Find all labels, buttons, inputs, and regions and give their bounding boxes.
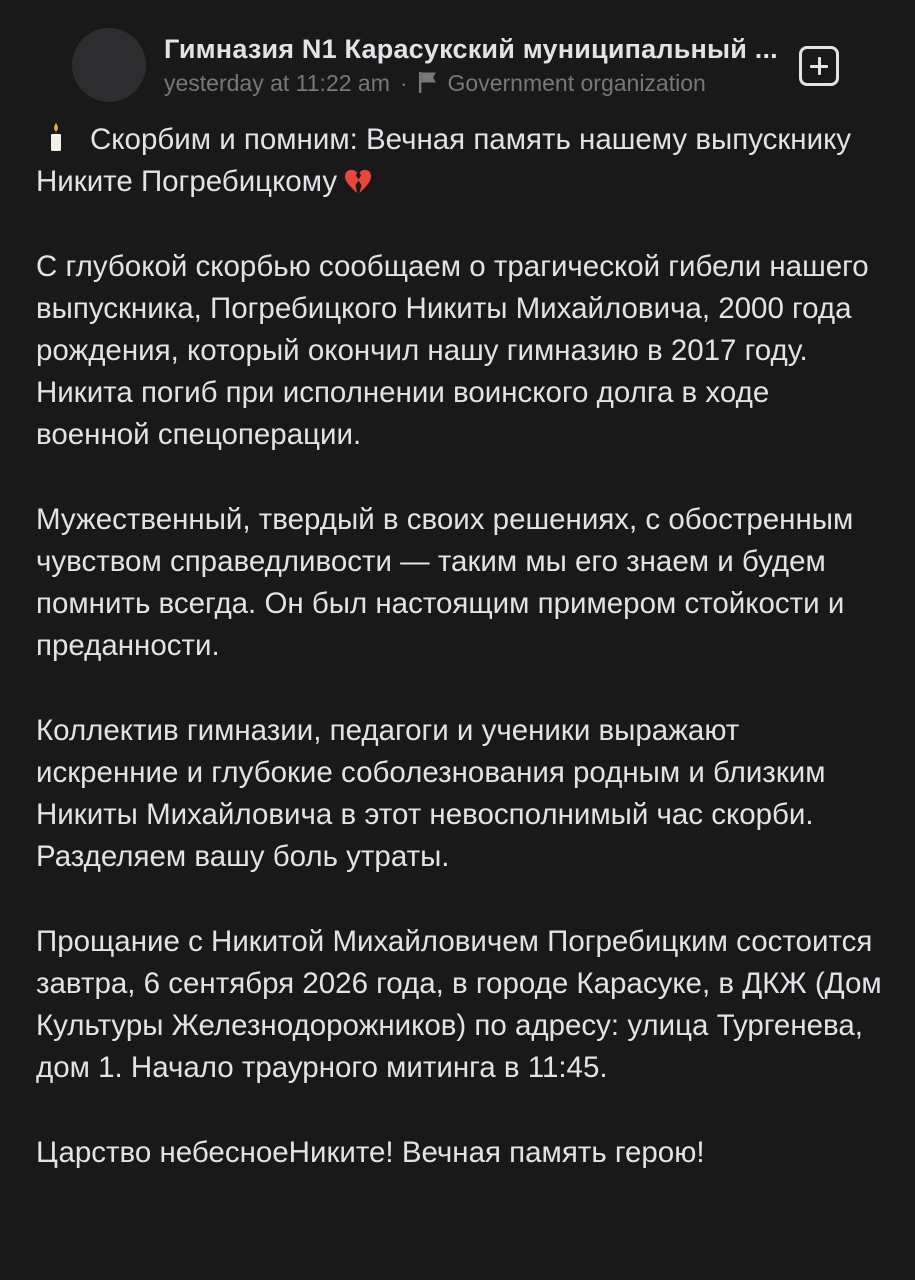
post-paragraph: С глубокой скорбью сообщаем о трагической гибели нашего выпускника, Погребицкого Никиты Михайловича, 2000 года рождения, который окончил нашу гимназию в 2017 году. Никита погиб при исполнении воинского долга в ходе военной спецоперации. [36, 249, 869, 452]
post-paragraph: Коллектив гимназии, педагоги и ученики выражают искренние и глубокие соболезнования родным и близким Никиты Михайловича в этот невосполнимый час скорби. Разделяем вашу боль утраты. [36, 713, 826, 874]
candle-icon [48, 122, 64, 152]
post-meta [164, 68, 854, 98]
post-paragraph: Царство небесноеНиките! Вечная память герою! [36, 1135, 705, 1169]
flag-icon [418, 71, 438, 93]
avatar[interactable] [72, 28, 146, 102]
post-title: Скорбим и помним: Вечная память нашему выпускнику Никите Погребицкому [36, 123, 852, 199]
meta-separator: · [399, 70, 408, 96]
post-timestamp[interactable]: yesterday at 11:22 am [164, 70, 390, 96]
broken-heart-icon [343, 168, 373, 196]
post-header-text [164, 32, 854, 98]
add-button[interactable] [799, 46, 839, 86]
post-paragraph: Прощание с Никитой Михайловичем Погребицким состоится завтра, 6 сентября 2026 года, в городе Карасуке, в ДКЖ (Дом Культуры Железнодорожников) по адресу: улица Тургенева, дом 1. Начало траурного митинга в 11:45. [36, 924, 882, 1085]
post-category[interactable]: Government organization [447, 70, 706, 96]
post-title-line [36, 119, 886, 203]
post-paragraph: Мужественный, твердый в своих решениях, с обостренным чувством справедливости — таким мы его знаем и будем помнить всегда. Он был настоящим примером стойкости и преданности. [36, 502, 854, 663]
author-name[interactable]: Гимназия N1 Карасукский муниципальный ... [164, 34, 778, 64]
post-header [36, 0, 879, 116]
post-body [36, 119, 886, 1216]
